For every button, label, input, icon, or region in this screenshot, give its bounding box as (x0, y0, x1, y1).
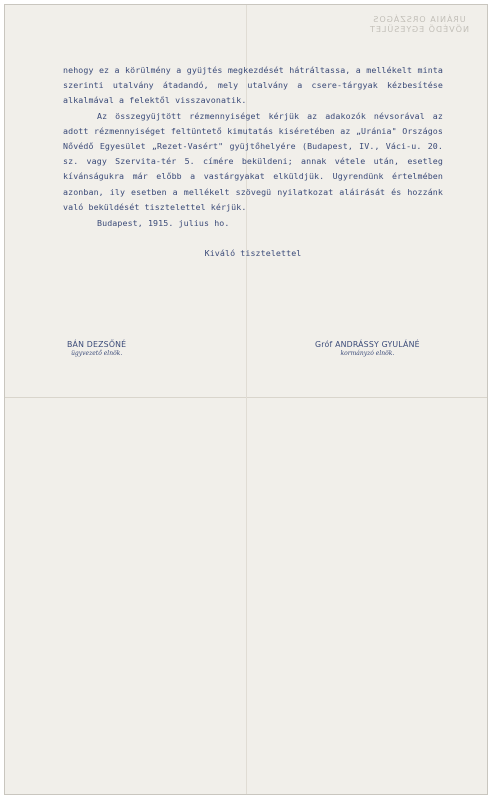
letter-body (63, 63, 443, 261)
signature-name: BÁN DEZSŐNÉ (67, 340, 127, 349)
signature-role: kormányzó elnök. (340, 350, 395, 357)
stamp-line-1: URÁNIA ORSZÁGOS (372, 15, 466, 24)
document-page (4, 4, 488, 795)
signature-name: Gróf ANDRÁSSY GYULÁNÉ (315, 340, 420, 349)
signature-right (315, 340, 420, 357)
paragraph-continuation: nehogy ez a körülmény a gyüjtés megkezdését hátráltassa, a mellékelt minta szerinti utalvány átadandó, mely utalvány a csere-tárgyak kézbesítése alkalmával a felektől visszavonatik. (63, 65, 443, 106)
closing-line: Kiváló tisztelettel (204, 248, 302, 259)
stamp-line-2: NŐVÉDŐ EGYESÜLET (369, 25, 469, 34)
signature-left (67, 340, 126, 357)
letterhead-stamp-showthrough (369, 15, 469, 35)
date-line: Budapest, 1915. julius ho. (97, 218, 230, 229)
signature-role: ügyvezető elnök. (71, 350, 123, 357)
paragraph-instructions: Az összegyüjtött rézmennyiséget kérjük az adakozók névsorával az adott rézmennyiséget feltüntető kimutatás kiséretében az „Uránia" Országos Nővédő Egyesület „Rezet-Vasért" gyüjtőhelyére (Budapest, IV., Váci-u. 20. sz. vagy Szervita-tér 5. címére beküldeni; annak vétele után, esetleg kívánságukra már előbb a vastárgyakat elküldjük. Ugyrendünk értelmében azonban, ily esetben a mellékelt szövegü nyilatkozat aláirását és hozzánk való beküldését tisztelettel kérjük. (63, 110, 443, 212)
